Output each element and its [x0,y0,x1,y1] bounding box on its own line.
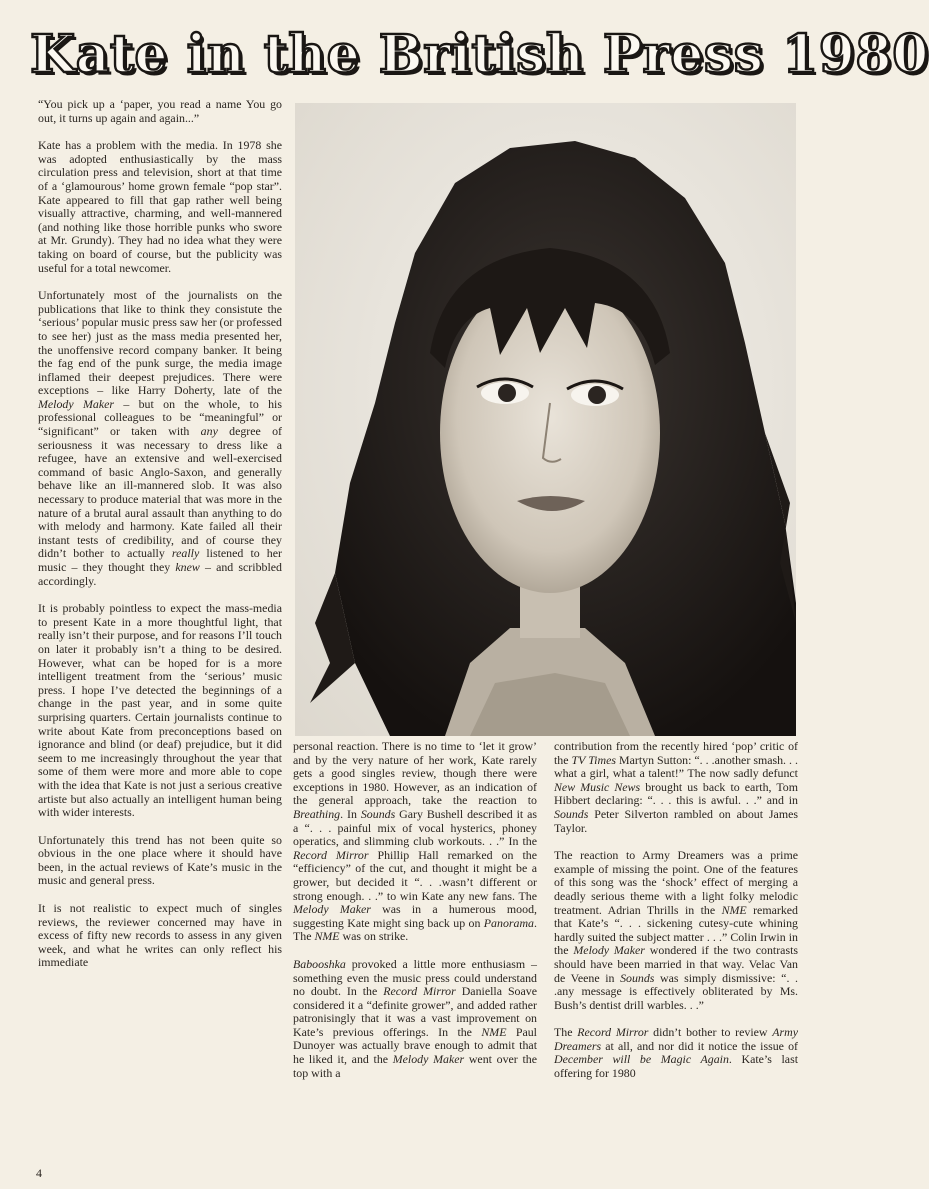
portrait-photo-image [295,103,796,736]
article-paragraph: Babooshka provoked a little more enthusiasm – something even the music press could understand no doubt. In the Record Mirror Daniella Soave considered it a “definite grower”, and added rather patronisingly that it was a vast improvement on Kate’s previous offerings. In the NME Paul Dunoyer was actually brave enough to admit that he liked it, and the Melody Maker went over the top with a [293,956,538,1080]
article-column-2 [293,740,537,1140]
page-title: Kate in the British Press 1980 [30,24,929,85]
article-column-1 [38,98,282,1160]
article-paragraph: Unfortunately most of the journalists on the publications that like to think they consistute the ‘serious’ popular music press saw her (or professed to see her) just as the mass media presented her, the unoffensive record company banker. It being the fag end of the punk surge, the media image inflamed their deepest prejudices. There were exceptions – like Harry Doherty, late of the Melody Maker – but on the whole, to his professional colleagues to be “meaningful” or “significant” or taken with any degree of seriousness it was necessary to dress like a refugee, have an extensive and well-exercised command of basic Anglo-Saxon, and generally behave like an ill-mannered slob. It was also necessary to produce material that was more in the nature of a brutal aural assault than anything to do with melody and harmony. Kate failed all their instant tests of credibility, and of course they didn’t bother to actually really listened to her music – they thought they knew – and scribbled accordingly. [38,288,282,588]
article-paragraph: Unfortunately this trend has not been quite so obvious in the one place where it should have been, in the actual reviews of Kate’s music in the music and general press. [38,832,282,888]
article-paragraph: “You pick up a ‘paper, you read a name You go out, it turns up again and again...” [38,97,282,125]
article-paragraph: It is not realistic to expect much of singles reviews, the reviewer concerned may have in excess of fifty new records to assess in any given week, and what he writes can only reflect his immediate [38,901,282,970]
article-paragraph: contribution from the recently hired ‘pop’ critic of the TV Times Martyn Sutton: “. . .another smash. . . what a girl, what a talent!” The now sadly defunct New Music News brought us back to earth, Tom Hibbert declaring: “. . . this is awful. . .” and in Sounds Peter Silverton rambled on about James Taylor. [554,739,798,835]
page-number: 4 [36,1166,42,1180]
article-paragraph: personal reaction. There is no time to ‘let it grow’ and by the very nature of her work, Kate rarely gets a good singles review, though there were exceptions in 1980. However, as an indication of the general approach, take the reaction to Breathing. In Sounds Gary Bushell described it as a “. . . painful mix of vocal hysterics, phoney operatics, and slimming club workouts. . .” In the Record Mirror Phillip Hall remarked on the “efficiency” of the cut, and thought it might be a grower, but decided it “. . .wasn’t different or strong enough. . .” to win Kate any new fans. The Melody Maker was in a humerous mood, suggesting Kate might sing back up on Panorama. The NME was on strike. [293,739,538,944]
article-paragraph: Kate has a problem with the media. In 1978 she was adopted enthusiastically by the mass circulation press and television, short at that time of a ‘glamourous’ home grown female “pop star”. Kate appeared to fill that gap rather well being visually attractive, charming, and well-mannered (and nothing like those horrible punks who swore at Mr. Grundy). They had no idea what they were taking on board of course, but the publicity was useful for a total newcomer. [38,138,282,275]
portrait-photo [295,103,796,736]
article-paragraph: The reaction to Army Dreamers was a prime example of missing the point. One of the features of this song was the ‘shock’ effect of merging a deadly serious theme with a light folky melodic treatment. Adrian Thrills in the NME remarked that Kate’s “. . . sickening cutesy-cute whining hardly suited the subject matter . . .” Colin Irwin in the Melody Maker wondered if the two contrasts should have been married in that way. Velac Van de Veene in Sounds was simply dismissive: “. . .any message is effectively obliterated by Ms. Bush’s dentist drill warbles. . .” [554,848,798,1012]
article-paragraph: It is probably pointless to expect the mass-media to present Kate in a more thoughtful light, that really isn’t their purpose, and for reasons I’ll touch on later it probably isn’t a thing to be desired. However, what can be hoped for is a more intelligent treatment from the ‘serious’ music press. I hope I’ve detected the beginnings of a change in the past year, and in some quite surprising quarters. Certain journalists continue to write about Kate from preconceptions based on ignorance and blind (or deaf) prejudice, but it did seem to me increasingly throughout the year that some of them were more and more able to cope with the idea that Kate is not just a serious creative artiste but also actually an intelligent human being with wider interests. [38,601,282,820]
article-paragraph: The Record Mirror didn’t bother to review Army Dreamers at all, and nor did it notice the issue of December will be Magic Again. Kate’s last offering for 1980 [554,1025,798,1081]
article-column-3 [554,740,798,1140]
